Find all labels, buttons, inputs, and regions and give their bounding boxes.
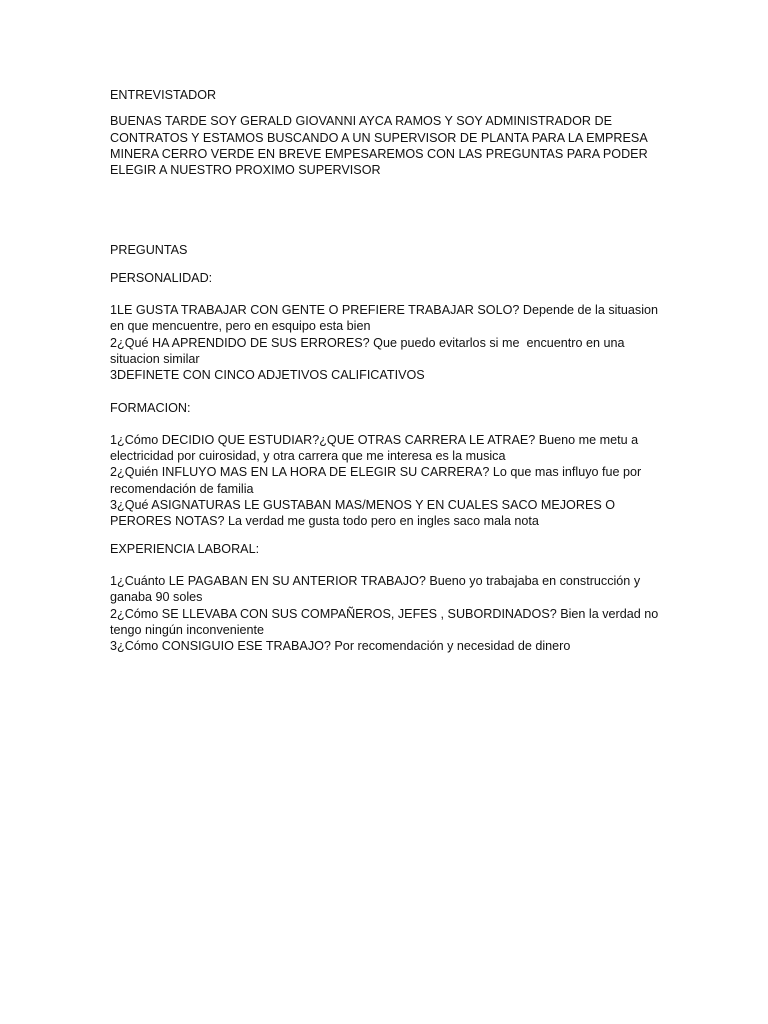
document-body xyxy=(110,87,662,654)
question-item: 3DEFINETE CON CINCO ADJETIVOS CALIFICATIVOS xyxy=(110,368,425,383)
section-experiencia-list xyxy=(110,573,662,654)
section-title-formacion: FORMACION: xyxy=(110,400,191,415)
intro-paragraph: BUENAS TARDE SOY GERALD GIOVANNI AYCA RAMOS Y SOY ADMINISTRADOR DE CONTRATOS Y ESTAMOS BUSCANDO A UN SUPERVISOR DE PLANTA PARA LA EMPRESA MINERA CERRO VERDE EN BREVE EMPESAREMOS CON LAS PREGUNTAS PARA PODER ELEGIR A NUESTRO PROXIMO SUPERVISOR xyxy=(110,114,652,178)
question-item: 1¿Cómo DECIDIO QUE ESTUDIAR?¿QUE OTRAS CARRERA LE ATRAE? Bueno me metu a electricidad por cuirosidad, y otra carrera que me interesa es la musica xyxy=(110,432,642,464)
question-item: 2¿Quién INFLUYO MAS EN LA HORA DE ELEGIR SU CARRERA? Lo que mas influyo fue por recomendación de familia xyxy=(110,465,645,496)
interviewer-heading: ENTREVISTADOR xyxy=(110,88,217,102)
question-item: 1LE GUSTA TRABAJAR CON GENTE O PREFIERE TRABAJAR SOLO? Depende de la situasion en que mencuentre, pero en esquipo esta bien xyxy=(110,303,662,334)
question-item: 2¿Cómo SE LLEVABA CON SUS COMPAÑEROS, JEFES , SUBORDINADOS? Bien la verdad no tengo ningún inconveniente xyxy=(110,606,662,637)
section-formacion-list xyxy=(110,432,662,530)
question-item: 3¿Qué ASIGNATURAS LE GUSTABAN MAS/MENOS Y EN CUALES SACO MEJORES O PERORES NOTAS? La verdad me gusta todo pero en ingles saco mala nota xyxy=(110,498,619,529)
question-item: 3¿Cómo CONSIGUIO ESE TRABAJO? Por recomendación y necesidad de dinero xyxy=(110,639,571,654)
question-item: 2¿Qué HA APRENDIDO DE SUS ERRORES? Que puedo evitarlos si me encuentro en una situacion similar xyxy=(110,335,628,366)
section-title-experiencia-laboral: EXPERIENCIA LABORAL: xyxy=(110,541,260,556)
questions-title: PREGUNTAS xyxy=(110,243,188,258)
section-personalidad-list xyxy=(110,302,662,383)
question-item: 1¿Cuánto LE PAGABAN EN SU ANTERIOR TRABAJO? Bueno yo trabajaba en construcción y ganaba 90 soles xyxy=(110,573,644,605)
section-title-personalidad: PERSONALIDAD: xyxy=(110,270,213,285)
